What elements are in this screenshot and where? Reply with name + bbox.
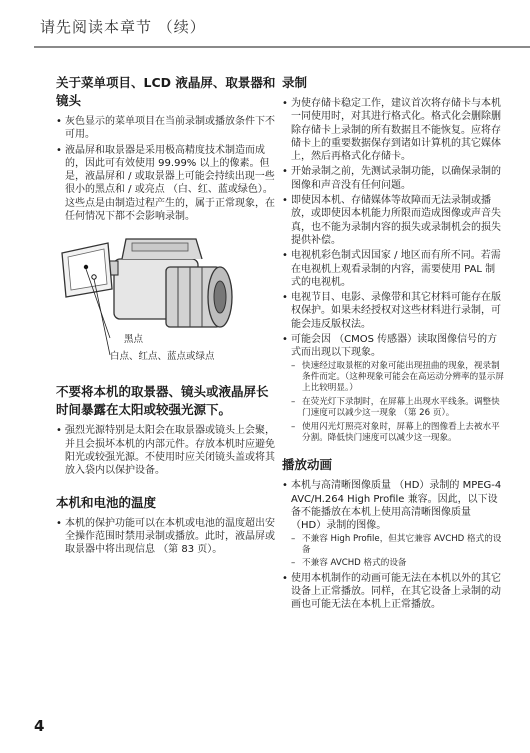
sunlight-section-heading: 不要将本机的取景器、镜头或液晶屏长时间暴露在太阳或较强光源下。 [56, 384, 269, 418]
temperature-section-heading: 本机和电池的温度 [56, 494, 157, 510]
temperature-bullet-list [56, 517, 278, 557]
lcd-pixel-bullet: • 液晶屏和取景器是采用极高精度技术制造而成的，因此可有效使用 99.99% 以上的像素。但是，液晶屏和 / 或取景器上可能会持续出现一些很小的黑点和 / 或亮点 （白、红、蓝或绿色）。这些点是由制造过程产生的，属于正常现象，在任何情况下都不会影响录制。 [56, 144, 278, 224]
page-number: 4 [34, 717, 45, 735]
recording-section-heading: 录制 [282, 75, 308, 90]
cmos-sub-item: – 使用闪光灯照亮对象时，屏幕上的图像看上去被水平分割。降低快门速度可以减少这一现象。 [291, 422, 504, 445]
playback-sub-list [291, 534, 504, 570]
test-recording-bullet: • 开始录制之前，先测试录制功能，以确保录制的图像和声音没有任何问题。 [282, 165, 504, 192]
cmos-sub-item: – 在荧光灯下录制时，在屏幕上出现水平线条。调整快门速度可以减少这一现象 （第 26 页）。 [291, 397, 504, 420]
cmos-sub-list [291, 361, 504, 445]
camcorder-drawing [56, 233, 278, 365]
temperature-bullet: • 本机的保护功能可以在本机或电池的温度超出安全操作范围时禁用录制或播放。此时，液晶屏或取景器中将出现信息 （第 83 页）。 [56, 517, 278, 557]
no-compensation-bullet: • 即使因本机、存储媒体等故障而无法录制或播放，或即使因本机能力所限而造成图像或声音失真，也不能为录制内容的损失或录制机会的损失提供补偿。 [282, 194, 504, 247]
camcorder-illustration [56, 233, 278, 365]
playback-bullet-list [282, 479, 504, 611]
cmos-bullet-text: 可能会因 （CMOS 传感器）读取图像信号的方式而出现以下现象。 [291, 334, 498, 359]
header-rule [34, 46, 530, 48]
playback-section-heading: 播放动画 [282, 457, 333, 473]
lcd-bullet-list [56, 115, 278, 223]
lcd-section-heading: 关于菜单项目、LCD 液晶屏、取景器和镜头 [56, 75, 276, 108]
tv-color-system-bullet: • 电视机彩色制式因国家 / 地区而有所不同。若需在电视机上观看录制的内容，需要使用 PAL 制式的电视机。 [282, 249, 504, 289]
copyright-bullet: • 电视节目、电影、录像带和其它材料可能存在版权保护。如果未经授权对这些材料进行录制，可能会违反版权法。 [282, 291, 504, 331]
playback-sub-item: – 不兼容 AVCHD 格式的设备 [291, 558, 504, 569]
color-dot-callout: 白点、红点、蓝点或绿点 [110, 351, 215, 363]
menu-gray-bullet: • 灰色显示的菜单项目在当前录制或播放条件下不可用。 [56, 115, 278, 142]
playback-sub-item: – 不兼容 High Profile，但其它兼容 AVCHD 格式的设备 [291, 534, 504, 557]
recording-bullet-list [282, 97, 504, 444]
running-header: 请先阅读本章节 （续） [40, 18, 206, 36]
high-profile-bullet [282, 479, 504, 569]
cmos-sub-item: – 快速经过取景框的对象可能出现扭曲的现象，视录制条件而定。（这种现象可能会在高运动分辨率的显示屏上比较明显。） [291, 361, 504, 395]
left-column [56, 74, 278, 558]
other-device-bullet: • 使用本机制作的动画可能无法在本机以外的其它设备上正常播放。同样，在其它设备上录制的动画也可能无法在本机上正常播放。 [282, 572, 504, 612]
cmos-bullet [282, 333, 504, 444]
sunlight-bullet-list [56, 424, 278, 477]
black-dot-callout: 黑点 [124, 334, 144, 346]
sunlight-bullet: • 强烈光源特别是太阳会在取景器或镜头上会聚，并且会损坏本机的内部元件。存放本机时应避免阳光或较强光源。不使用时应关闭镜头盖或将其放入袋内以保护设备。 [56, 424, 278, 477]
right-column [282, 74, 504, 614]
format-card-bullet: • 为使存储卡稳定工作，建议首次将存储卡与本机一同使用时，对其进行格式化。格式化会删除删除存储卡上录制的所有数据且不能恢复。应将存储卡上的重要数据保存到诸如计算机的其它媒体上，然后再格式化存储卡。 [282, 97, 504, 163]
high-profile-bullet-text: 本机与高清晰图像质量 （HD）录制的 MPEG-4 AVC/H.264 High Profile 兼容。因此，以下设备不能播放在本机上使用高清晰图像质量 （HD）录制的图像。 [291, 480, 502, 532]
